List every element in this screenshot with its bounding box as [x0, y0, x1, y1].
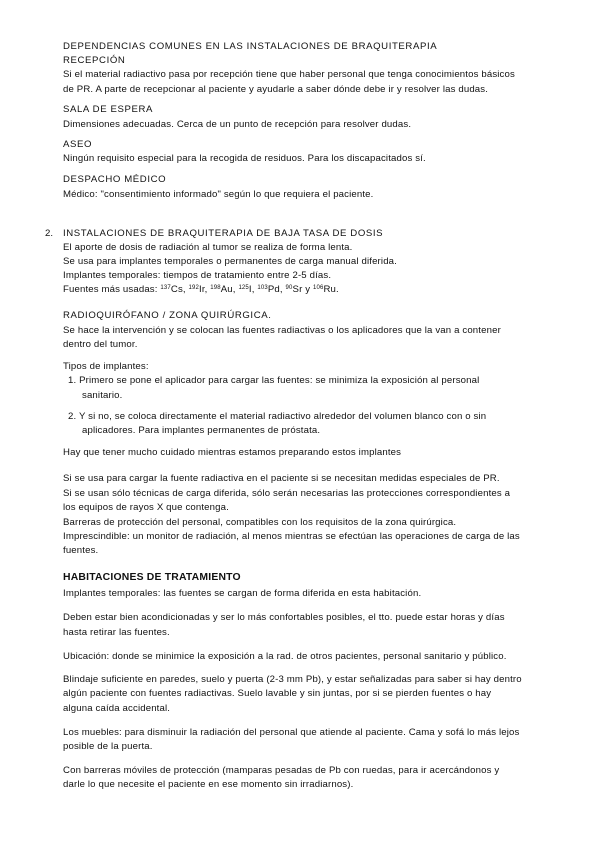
despacho-heading: DESPACHO MÉDICO [63, 174, 167, 185]
quirofano-text: Imprescindible: un monitor de radiación, al menos mientras se efectúan las operaciones de carga de las [63, 531, 520, 542]
section2-title: INSTALACIONES DE BRAQUITERAPIA DE BAJA TASA DE DOSIS [63, 228, 384, 239]
despacho-text: Médico: "consentimiento informado" según lo que requiera el paciente. [63, 189, 374, 200]
fuentes-line [63, 284, 339, 296]
quirofano-text: Hay que tener mucho cuidado mientras estamos preparando estos implantes [63, 447, 402, 458]
espera-text: Dimensiones adecuadas. Cerca de un punto de recepción para resolver dudas. [63, 119, 412, 130]
isotope-separator: , [251, 284, 258, 295]
isotope-separator: , [182, 284, 189, 295]
habitaciones-text: hasta retirar las fuentes. [63, 627, 170, 638]
isotope-separator: . [336, 284, 339, 295]
list-item: aplicadores. Para implantes permanentes de próstata. [82, 425, 321, 436]
isotope [313, 284, 339, 295]
section2-text: Implantes temporales: tiempos de tratamiento entre 2-5 días. [63, 270, 332, 281]
habitaciones-text: alguna caída accidental. [63, 703, 171, 714]
habitaciones-text: darle lo que necesite el paciente en ese momento sin irradiarnos). [63, 779, 354, 790]
section2-text: Se usa para implantes temporales o permanentes de carga manual diferida. [63, 256, 397, 267]
habitaciones-text: Con barreras móviles de protección (mamparas pesadas de Pb con ruedas, para ir acercándonos y [63, 765, 500, 776]
list-item: 2. Y si no, se coloca directamente el material radiactivo alrededor del volumen blanco con o sin [68, 411, 487, 422]
isotope-mass: 90 [285, 285, 293, 291]
habitaciones-heading: HABITACIONES DE TRATAMIENTO [63, 572, 241, 583]
isotope [286, 284, 313, 295]
isotope [210, 284, 238, 295]
habitaciones-text: posible de la puerta. [63, 741, 153, 752]
quirofano-text: Se hace la intervención y se colocan las fuentes radiactivas o los aplicadores que la van a contener [63, 325, 501, 336]
quirofano-text: Si se usa para cargar la fuente radiactiva en el paciente si se necesitan medidas especiales de PR. [63, 473, 500, 484]
isotope [160, 284, 188, 295]
section-number: 2. [45, 228, 54, 239]
quirofano-text: Barreras de protección del personal, compatibles con los requisitos de la zona quirúrgica. [63, 517, 457, 528]
habitaciones-text: Blindaje suficiente en paredes, suelo y puerta (2-3 mm Pb), y estar señalizadas para saber si hay dentro [63, 674, 522, 685]
aseo-text: Ningún requisito especial para la recogida de residuos. Para los discapacitados sí. [63, 153, 426, 164]
isotope-symbol: Cs [170, 284, 183, 295]
recepcion-text: Si el material radiactivo pasa por recepción tiene que haber personal que tenga conocimientos básicos [63, 69, 515, 80]
isotope-list [160, 284, 338, 295]
isotope-separator: , [279, 284, 286, 295]
isotope [257, 284, 285, 295]
isotope [189, 284, 211, 295]
quirofano-text: dentro del tumor. [63, 339, 138, 350]
habitaciones-text: Ubicación: donde se minimice la exposición a la rad. de otros pacientes, personal sanitario y público. [63, 651, 507, 662]
isotope-separator: , [204, 284, 211, 295]
quirofano-text: Si se usan sólo técnicas de carga diferida, sólo serán necesarias las protecciones correspondientes a [63, 488, 511, 499]
isotope-mass: 198 [210, 285, 221, 291]
espera-heading: SALA DE ESPERA [63, 104, 153, 115]
isotope-mass: 137 [160, 285, 171, 291]
habitaciones-text: Deben estar bien acondicionadas y ser lo más confortables posibles, el tto. puede estar horas y días [63, 612, 505, 623]
isotope-symbol: Au [220, 284, 233, 295]
isotope-symbol: Ir [199, 284, 205, 295]
isotope-symbol: I [248, 284, 252, 295]
section2-text: El aporte de dosis de radiación al tumor se realiza de forma lenta. [63, 242, 353, 253]
isotope [238, 284, 257, 295]
recepcion-heading: RECEPCIÓN [63, 55, 126, 66]
section-title: DEPENDENCIAS COMUNES EN LAS INSTALACIONES DE BRAQUITERAPIA [63, 41, 438, 52]
tipos-label: Tipos de implantes: [63, 361, 149, 372]
habitaciones-text: Implantes temporales: las fuentes se cargan de forma diferida en esta habitación. [63, 588, 422, 599]
isotope-mass: 192 [188, 285, 199, 291]
isotope-symbol: Pd [267, 284, 280, 295]
list-item: sanitario. [82, 390, 123, 401]
isotope-mass: 106 [313, 285, 324, 291]
quirofano-text: fuentes. [63, 545, 99, 556]
fuentes-prefix: Fuentes más usadas: [63, 284, 161, 295]
habitaciones-text: algún paciente con fuentes radiactivas. Suelo lavable y sin juntas, por si se pierden fuentes o hay [63, 688, 492, 699]
recepcion-text: de PR. A parte de recepcionar al paciente y ayudarle a saber dónde debe ir y resolver las dudas. [63, 84, 489, 95]
isotope-mass: 125 [238, 285, 249, 291]
habitaciones-text: Los muebles: para disminuir la radiación del personal que atiende al paciente. Cama y sofá lo más lejos [63, 727, 520, 738]
isotope-symbol: Ru [323, 284, 337, 295]
list-item: 1. Primero se pone el aplicador para cargar las fuentes: se minimiza la exposición al personal [68, 375, 480, 386]
isotope-separator: y [302, 284, 313, 295]
quirofano-text: los equipos de rayos X que contenga. [63, 502, 229, 513]
aseo-heading: ASEO [63, 139, 93, 150]
quirofano-heading: RADIOQUIRÓFANO / ZONA QUIRÚRGICA. [63, 310, 272, 321]
isotope-symbol: Sr [292, 284, 303, 295]
isotope-separator: , [232, 284, 239, 295]
isotope-mass: 103 [257, 285, 268, 291]
